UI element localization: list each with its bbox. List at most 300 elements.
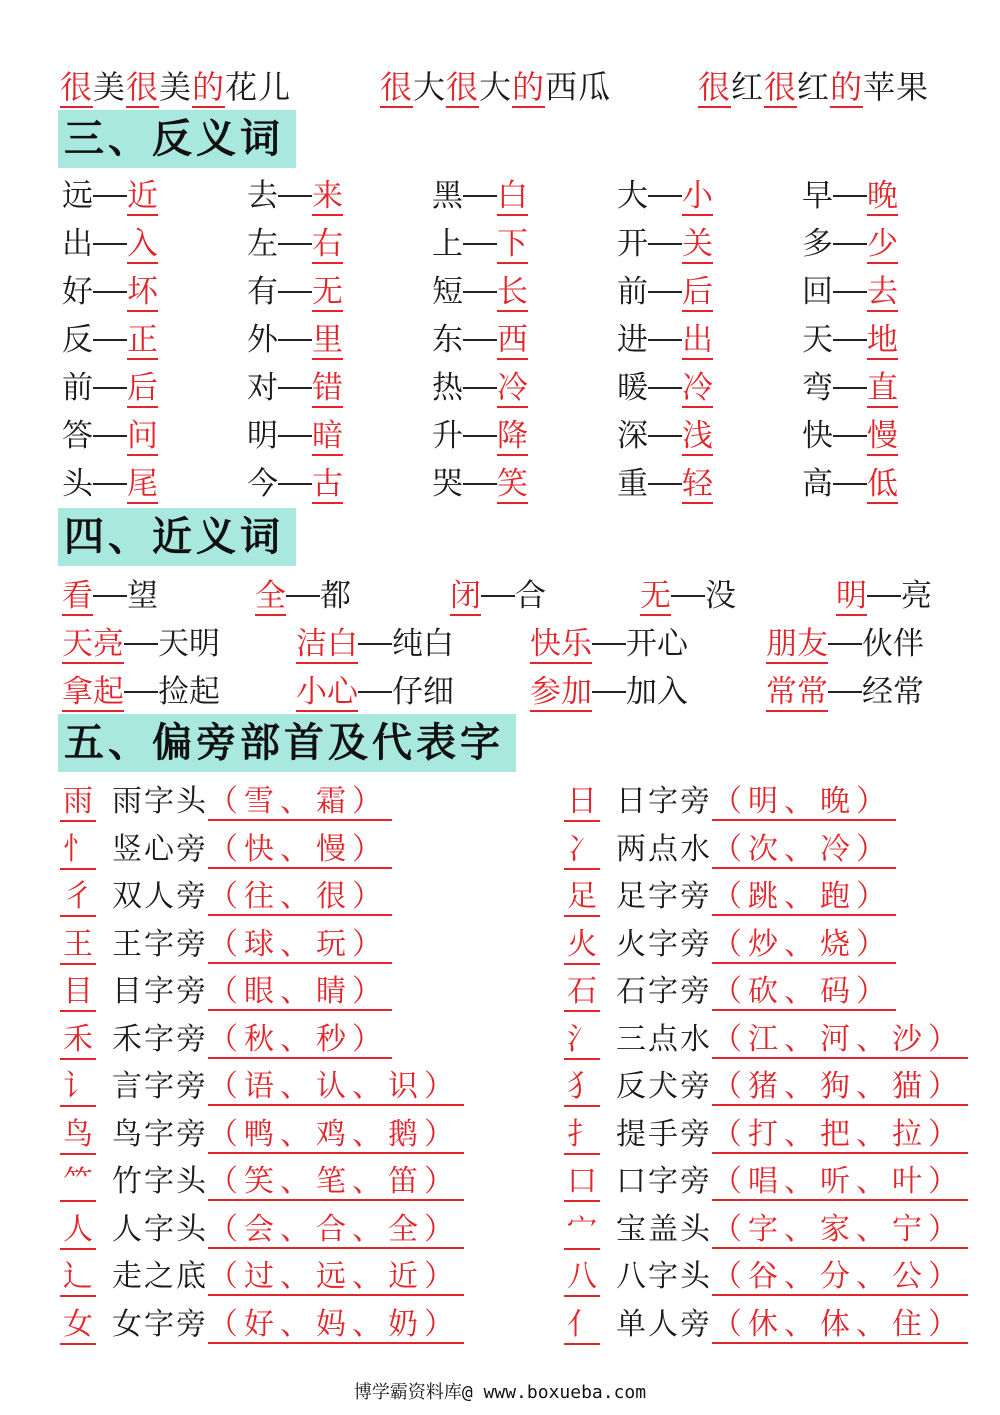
antonym-pair	[432, 266, 528, 311]
antonym-answer: 暗	[312, 418, 343, 454]
antonym-answer: 笑	[497, 466, 528, 502]
radical-name: 宝盖头	[616, 1211, 712, 1247]
antonym-word: 上	[432, 226, 463, 262]
antonym-answer: 浅	[682, 418, 713, 454]
antonym-pair	[802, 266, 898, 311]
synonym-answer: 望	[127, 578, 158, 614]
antonym-word: 答	[62, 418, 93, 454]
dash-separator	[278, 387, 312, 389]
dash-separator	[648, 195, 682, 197]
radical-row	[564, 871, 896, 917]
antonym-pair	[432, 314, 528, 359]
antonym-pair	[62, 314, 158, 359]
synonym-answer: 纯白	[392, 626, 454, 662]
antonym-answer: 坏	[127, 274, 158, 310]
antonym-word: 前	[62, 370, 93, 406]
radical-name: 双人旁	[112, 879, 208, 914]
synonym-word: 快乐	[530, 626, 592, 662]
antonym-pair	[432, 410, 528, 455]
antonym-pair	[247, 218, 343, 263]
synonym-pair	[62, 666, 220, 711]
antonym-pair	[802, 314, 898, 359]
antonym-answer: 尾	[127, 466, 158, 502]
antonym-answer: 冷	[682, 370, 713, 406]
radical-row	[60, 1014, 392, 1060]
top-phrase-row	[60, 62, 960, 106]
synonym-word: 天亮	[62, 626, 124, 662]
phrase-char: 美	[93, 68, 127, 106]
antonym-word: 回	[802, 274, 833, 310]
dash-separator	[648, 291, 682, 293]
synonym-word: 参加	[530, 674, 592, 710]
dash-separator	[93, 339, 127, 341]
dash-separator	[278, 291, 312, 293]
radical-name: 两点水	[616, 831, 712, 867]
radical-row	[564, 1156, 968, 1202]
dash-separator	[93, 195, 127, 197]
dash-separator	[124, 643, 158, 645]
radical-name: 雨字头	[112, 784, 208, 819]
synonym-answer: 没	[705, 578, 736, 614]
dash-separator	[828, 691, 862, 693]
radical-row	[564, 1251, 968, 1297]
radical-name: 足字旁	[616, 879, 712, 914]
radical-symbol: 辶	[60, 1251, 96, 1297]
synonym-word: 洁白	[296, 626, 358, 662]
phrase-char: 很	[126, 68, 160, 106]
dash-separator	[463, 483, 497, 485]
antonym-pair	[617, 362, 713, 407]
radical-row	[564, 966, 896, 1012]
antonym-word: 对	[247, 370, 278, 406]
antonym-word: 有	[247, 274, 278, 310]
dash-separator	[463, 435, 497, 437]
radical-symbol: 亻	[564, 1299, 600, 1345]
antonym-word: 开	[617, 226, 648, 262]
phrase-char: 的	[830, 68, 864, 106]
synonym-answer: 伙伴	[862, 626, 924, 662]
radical-symbol: 禾	[60, 1014, 96, 1060]
antonym-word: 头	[62, 466, 93, 502]
antonym-word: 升	[432, 418, 463, 454]
radical-symbol: 人	[60, 1204, 96, 1250]
radical-symbol: 八	[564, 1251, 600, 1297]
antonym-answer: 长	[497, 274, 528, 310]
synonym-pair	[766, 618, 924, 663]
radical-row	[60, 1156, 464, 1202]
radical-symbol: 雨	[60, 776, 96, 822]
antonym-answer: 低	[867, 466, 898, 502]
antonym-pair	[62, 410, 158, 455]
dash-separator	[278, 483, 312, 485]
antonym-pair	[802, 170, 898, 215]
antonym-word: 去	[247, 178, 278, 214]
antonym-answer: 地	[867, 322, 898, 358]
radical-row	[564, 919, 896, 965]
dash-separator	[867, 595, 901, 597]
synonym-word: 闭	[450, 578, 481, 614]
dash-separator	[463, 195, 497, 197]
antonym-word: 高	[802, 466, 833, 502]
radical-name: 单人旁	[616, 1306, 712, 1342]
dash-separator	[828, 643, 862, 645]
antonym-pair	[247, 362, 343, 407]
antonym-word: 大	[617, 178, 648, 214]
antonym-answer: 去	[867, 274, 898, 310]
dash-separator	[833, 195, 867, 197]
synonym-word: 全	[255, 578, 286, 614]
dash-separator	[93, 243, 127, 245]
radical-name: 反犬旁	[616, 1069, 712, 1104]
dash-separator	[592, 691, 626, 693]
radical-symbol: 扌	[564, 1109, 600, 1155]
radical-row	[60, 1299, 464, 1345]
antonym-answer: 错	[312, 370, 343, 406]
radical-name: 鸟字旁	[112, 1116, 208, 1152]
synonym-pair	[255, 570, 351, 615]
radical-row	[564, 824, 896, 870]
radical-name: 八字头	[616, 1259, 712, 1294]
antonym-word: 出	[62, 226, 93, 262]
phrase-char: 很	[380, 68, 414, 106]
radical-name: 言字旁	[112, 1069, 208, 1104]
phrase-char: 的	[192, 68, 226, 106]
antonym-answer: 右	[312, 226, 343, 262]
radical-examples: （秋、秒）	[208, 1022, 392, 1059]
phrase-char: 很	[446, 68, 480, 106]
phrase-char: 很	[60, 68, 94, 106]
radical-row	[564, 1014, 968, 1060]
antonym-answer: 慢	[867, 418, 898, 454]
dash-separator	[93, 483, 127, 485]
antonym-pair	[617, 458, 713, 503]
phrase-char: 美	[159, 68, 193, 106]
synonym-answer: 都	[320, 578, 351, 614]
antonym-pair	[247, 170, 343, 215]
synonym-word: 看	[62, 578, 93, 614]
radical-examples: （明、晚）	[712, 784, 896, 821]
dash-separator	[648, 435, 682, 437]
dash-separator	[648, 243, 682, 245]
radical-row	[60, 871, 392, 917]
top-phrase-2	[380, 62, 611, 108]
radical-name: 竹字头	[112, 1164, 208, 1199]
dash-separator	[463, 291, 497, 293]
dash-separator	[93, 595, 127, 597]
synonym-pair	[62, 618, 220, 663]
section-heading-radicals: 五、偏旁部首及代表字	[58, 714, 516, 772]
synonym-answer: 加入	[626, 674, 688, 710]
radical-name: 日字旁	[616, 784, 712, 819]
antonym-pair	[617, 266, 713, 311]
radical-examples: （猪、狗、猫）	[712, 1069, 968, 1106]
antonym-answer: 后	[682, 274, 713, 310]
dash-separator	[592, 643, 626, 645]
antonym-answer: 白	[497, 178, 528, 214]
radical-row	[564, 1204, 968, 1250]
dash-separator	[481, 595, 515, 597]
radical-examples: （球、玩）	[208, 927, 392, 964]
dash-separator	[93, 387, 127, 389]
antonym-answer: 无	[312, 274, 343, 310]
antonym-answer: 下	[497, 226, 528, 262]
synonym-pair	[450, 570, 546, 615]
radical-name: 火字旁	[616, 926, 712, 962]
radical-examples: （跳、跑）	[712, 879, 896, 916]
radical-row	[564, 776, 896, 822]
dash-separator	[833, 291, 867, 293]
top-phrase-1	[60, 62, 291, 108]
dash-separator	[286, 595, 320, 597]
antonym-word: 短	[432, 274, 463, 310]
dash-separator	[358, 691, 392, 693]
footer-watermark: 博学霸资料库@ www.boxueba.com	[353, 1382, 647, 1403]
antonym-word: 反	[62, 322, 93, 358]
radical-symbol: 宀	[564, 1204, 600, 1250]
dash-separator	[124, 691, 158, 693]
section-heading-antonyms: 三、反义词	[58, 110, 296, 168]
antonym-word: 暖	[617, 370, 648, 406]
phrase-char: 西瓜	[545, 68, 612, 106]
radical-examples: （次、冷）	[712, 832, 896, 869]
radical-examples: （好、妈、奶）	[208, 1307, 464, 1344]
antonym-pair	[617, 170, 713, 215]
synonym-answer: 亮	[901, 578, 932, 614]
antonym-pair	[62, 458, 158, 503]
radical-row	[564, 1299, 968, 1345]
radical-examples: （雪、霜）	[208, 784, 392, 821]
synonym-pair	[296, 666, 454, 711]
synonym-word: 常常	[766, 674, 828, 710]
radical-name: 竖心旁	[112, 831, 208, 867]
dash-separator	[833, 483, 867, 485]
synonym-answer: 合	[515, 578, 546, 614]
radical-row	[60, 1251, 464, 1297]
radical-row	[60, 824, 392, 870]
dash-separator	[463, 387, 497, 389]
dash-separator	[278, 339, 312, 341]
radical-name: 目字旁	[112, 974, 208, 1009]
antonym-word: 热	[432, 370, 463, 406]
radical-symbol: 石	[564, 966, 600, 1012]
radical-examples: （江、河、沙）	[712, 1022, 968, 1059]
synonym-word: 拿起	[62, 674, 124, 710]
synonym-answer: 经常	[862, 674, 924, 710]
antonym-pair	[432, 362, 528, 407]
radical-examples: （唱、听、叶）	[712, 1164, 968, 1201]
phrase-char: 大	[413, 68, 447, 106]
synonym-word: 明	[836, 578, 867, 614]
dash-separator	[463, 243, 497, 245]
antonym-pair	[247, 458, 343, 503]
radical-symbol: 火	[564, 919, 600, 965]
antonym-word: 快	[802, 418, 833, 454]
radical-row	[60, 1109, 464, 1155]
antonym-answer: 出	[682, 322, 713, 358]
phrase-char: 花儿	[225, 68, 292, 106]
antonym-pair	[802, 458, 898, 503]
radical-symbol: 鸟	[60, 1109, 96, 1155]
antonym-answer: 降	[497, 418, 528, 454]
radical-symbol: 犭	[564, 1061, 600, 1107]
synonym-pair	[640, 570, 736, 615]
antonym-pair	[432, 170, 528, 215]
radical-examples: （会、合、全）	[208, 1212, 464, 1249]
phrase-char: 红	[731, 68, 765, 106]
phrase-char: 大	[479, 68, 513, 106]
dash-separator	[278, 243, 312, 245]
synonym-word: 无	[640, 578, 671, 614]
antonym-answer: 直	[867, 370, 898, 406]
synonym-answer: 天明	[158, 626, 220, 662]
antonym-word: 前	[617, 274, 648, 310]
radical-examples: （鸭、鸡、鹅）	[208, 1117, 464, 1154]
antonym-pair	[247, 266, 343, 311]
antonym-pair	[62, 218, 158, 263]
phrase-char: 很	[764, 68, 798, 106]
synonym-pair	[836, 570, 932, 615]
radical-row	[60, 776, 392, 822]
radical-name: 女字旁	[112, 1306, 208, 1342]
antonym-word: 黑	[432, 178, 463, 214]
radical-symbol: 彳	[60, 871, 96, 917]
antonym-pair	[802, 218, 898, 263]
antonym-pair	[802, 410, 898, 455]
antonym-pair	[62, 170, 158, 215]
radical-name: 提手旁	[616, 1116, 712, 1152]
radical-row	[60, 966, 392, 1012]
antonym-word: 远	[62, 178, 93, 214]
antonym-pair	[247, 410, 343, 455]
dash-separator	[648, 387, 682, 389]
phrase-char: 苹果	[863, 68, 930, 106]
antonym-pair	[432, 218, 528, 263]
phrase-char: 很	[698, 68, 732, 106]
radical-symbol: 足	[564, 871, 600, 917]
radical-symbol: 王	[60, 919, 96, 965]
radical-name: 禾字旁	[112, 1021, 208, 1057]
top-phrase-3	[698, 62, 929, 108]
antonym-pair	[62, 362, 158, 407]
section-heading-synonyms: 四、近义词	[58, 508, 296, 566]
dash-separator	[278, 435, 312, 437]
dash-separator	[648, 339, 682, 341]
radical-examples: （休、体、住）	[712, 1307, 968, 1344]
radical-name: 人字头	[112, 1211, 208, 1247]
radical-examples: （眼、睛）	[208, 974, 392, 1011]
antonym-pair	[432, 458, 528, 503]
antonym-word: 进	[617, 322, 648, 358]
dash-separator	[463, 339, 497, 341]
radical-symbol: 讠	[60, 1061, 96, 1107]
dash-separator	[671, 595, 705, 597]
radical-examples: （往、很）	[208, 879, 392, 916]
antonym-answer: 小	[682, 178, 713, 214]
radical-symbol: ⺮	[60, 1156, 96, 1202]
antonym-answer: 冷	[497, 370, 528, 406]
antonym-answer: 来	[312, 178, 343, 214]
radical-row	[564, 1109, 968, 1155]
antonym-word: 弯	[802, 370, 833, 406]
antonym-pair	[617, 314, 713, 359]
antonym-answer: 问	[127, 418, 158, 454]
radical-examples: （笑、笔、笛）	[208, 1164, 464, 1201]
antonym-answer: 入	[127, 226, 158, 262]
radical-symbol: 氵	[564, 1014, 600, 1060]
antonym-word: 东	[432, 322, 463, 358]
antonym-word: 多	[802, 226, 833, 262]
radical-row	[60, 1061, 464, 1107]
phrase-char: 的	[512, 68, 546, 106]
synonym-pair	[766, 666, 924, 711]
dash-separator	[833, 243, 867, 245]
antonym-answer: 西	[497, 322, 528, 358]
radical-name: 三点水	[616, 1021, 712, 1057]
radical-row	[60, 1204, 464, 1250]
radical-examples: （谷、分、公）	[712, 1259, 968, 1296]
synonym-answer: 仔细	[392, 674, 454, 710]
antonym-answer: 晚	[867, 178, 898, 214]
synonym-word: 小心	[296, 674, 358, 710]
phrase-char: 红	[797, 68, 831, 106]
radical-symbol: 口	[564, 1156, 600, 1202]
radical-symbol: 日	[564, 776, 600, 822]
antonym-answer: 少	[867, 226, 898, 262]
radical-row	[564, 1061, 968, 1107]
antonym-answer: 关	[682, 226, 713, 262]
antonym-answer: 近	[127, 178, 158, 214]
dash-separator	[93, 435, 127, 437]
radical-name: 王字旁	[112, 926, 208, 962]
antonym-word: 今	[247, 466, 278, 502]
synonym-pair	[530, 618, 688, 663]
radical-examples: （过、远、近）	[208, 1259, 464, 1296]
antonym-word: 深	[617, 418, 648, 454]
antonym-word: 好	[62, 274, 93, 310]
antonym-word: 哭	[432, 466, 463, 502]
antonym-word: 左	[247, 226, 278, 262]
radical-symbol: 女	[60, 1299, 96, 1345]
antonym-answer: 轻	[682, 466, 713, 502]
radical-name: 口字旁	[616, 1164, 712, 1199]
radical-row	[60, 919, 392, 965]
synonym-pair	[530, 666, 688, 711]
radical-examples: （砍、码）	[712, 974, 896, 1011]
dash-separator	[833, 387, 867, 389]
radical-symbol: 目	[60, 966, 96, 1012]
radical-examples: （打、把、拉）	[712, 1117, 968, 1154]
antonym-word: 早	[802, 178, 833, 214]
radical-examples: （语、认、识）	[208, 1069, 464, 1106]
synonym-answer: 捡起	[158, 674, 220, 710]
radical-examples: （炒、烧）	[712, 927, 896, 964]
radical-examples: （快、慢）	[208, 832, 392, 869]
dash-separator	[833, 339, 867, 341]
radical-name: 走之底	[112, 1259, 208, 1294]
antonym-answer: 后	[127, 370, 158, 406]
radical-name: 石字旁	[616, 974, 712, 1009]
antonym-word: 重	[617, 466, 648, 502]
dash-separator	[358, 643, 392, 645]
dash-separator	[833, 435, 867, 437]
dash-separator	[93, 291, 127, 293]
synonym-pair	[296, 618, 454, 663]
antonym-pair	[247, 314, 343, 359]
radical-symbol: 忄	[60, 824, 96, 870]
antonym-answer: 古	[312, 466, 343, 502]
synonym-word: 朋友	[766, 626, 828, 662]
synonym-pair	[62, 570, 158, 615]
